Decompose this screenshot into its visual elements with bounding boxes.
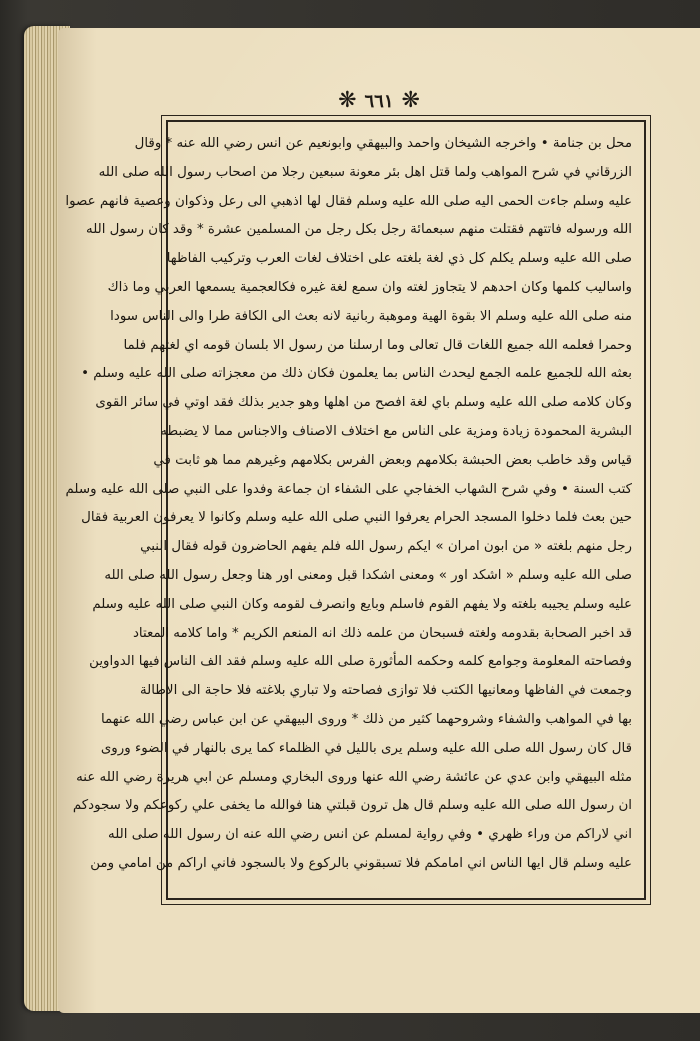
text-line: صلى الله عليه وسلم « اشكد اور » ومعنى اشكدا قبل ومعنى اور هنا وجعل رسول الله صلى الله: [104, 567, 632, 583]
text-line: ان رسول الله صلى الله عليه وسلم قال هل ترون قبلتي هنا فوالله ما يخفى علي ركوعكم ولا سجودكم: [72, 798, 632, 814]
text-line: محل بن جنامة • واخرجه الشيخان واحمد والبيهقي وابونعيم عن انس رضي الله عنه * وقال: [134, 136, 632, 151]
text-line: كتب السنة • وفي شرح الشهاب الخفاجي على الشفاء ان جماعة وفدوا على النبي صلى الله عليه وسلم: [65, 481, 632, 497]
text-line: وفصاحته المعلومة وجوامع كلمه وحكمه المأثورة صلى الله عليه وسلم فقد الف الناس فيها الدواوين: [89, 654, 632, 670]
text-line: قد اخبر الصحابة بقدومه ولغته فسبحان من علمه ذلك انه المنعم الكريم * واما كلامه المعتاد: [132, 625, 632, 641]
text-line: حين بعث فلما دخلوا المسجد الحرام يعرفوا النبي صلى الله عليه وسلم وكانوا لا يعرفون العربية فقال: [81, 510, 632, 526]
page-header: [58, 86, 700, 116]
text-line: الله ورسوله فاتتهم فقتلت منهم سبعمائة رجل بكل رجل من المسلمين عشرة * وقد كان رسول الله: [86, 222, 632, 238]
text-line: عليه وسلم جاءت الحمى اليه صلى الله عليه وسلم فقال لها اذهبي الى رعل وذكوان وعصية فانهم عصوا: [65, 193, 632, 209]
ornament-icon: ❋: [401, 88, 420, 113]
text-line: واساليب كلمها وكان احدهم لا يتجاوز لغته وان سمع لغة غيره فكالعجمية يسمعها العربي وما ذاك: [107, 279, 632, 295]
text-line: بها في المواهب والشفاء وشروحهما كثير من ذلك * وروى البيهقي عن ابن عباس رضي الله عنهما: [100, 711, 632, 727]
text-line: منه صلى الله عليه وسلم الا بقوة الهية وموهبة ربانية لانه بعث الى الكافة طرا والى الناس سودا: [110, 308, 632, 324]
text-frame: [65, 115, 651, 905]
text-line: قياس وقد خاطب بعض الحبشة بكلامهم وبعض الفرس بكلامهم وغيرهم مما هو ثابت في: [153, 452, 632, 468]
text-line: الزرقاني في شرح المواهب ولما قتل اهل بئر معونة سبعين رجلا من اصحاب رسول الله صلى الله: [98, 164, 632, 180]
text-line: قال كان رسول الله صلى الله عليه وسلم يرى بالليل في الظلماء كما يرى بالنهار في الضوء وروى: [100, 740, 632, 756]
text-line: وحمرا فعلمه الله جميع اللغات قال تعالى وما ارسلنا من رسول الا بلسان قومه اي لغتهم فلما: [123, 337, 632, 353]
text-line: وجمعت في الفاظها ومعانيها الكتب فلا توازى فصاحته ولا تباري بلاغته فلا حاجة الى الاطالة: [139, 683, 632, 699]
ornament-icon: ❋: [338, 88, 357, 113]
text-line: بعثه الله للجميع علمه الجمع ليحدث الناس بما يعلمون فكان ذلك من معجزاته صلى الله عليه وسلم •: [81, 366, 632, 382]
text-frame-inner-border: [65, 120, 646, 900]
text-line: عليه وسلم يجيبه بلغته ولا يفهم القوم فاسلم وبايع وانصرف لقومه وكان النبي صلى الله عليه وسلم: [92, 596, 632, 612]
text-line: مثله البيهقي وابن عدي عن عائشة رضي الله عنها وروى البخاري ومسلم عن ابي هريرة رضي الله عنه: [76, 769, 632, 785]
page-number: ٦٦١: [364, 90, 394, 112]
text-line: وكان كلامه صلى الله عليه وسلم باي لغة افصح من اهلها وهو جدير بذلك فقد اوتي في سائر القوى: [95, 395, 632, 411]
text-line: عليه وسلم قال ايها الناس اني امامكم فلا تسبقوني بالركوع ولا بالسجود فاني اراكم من امامي ومن: [90, 855, 632, 871]
text-line: اني لاراكم من وراء ظهري • وفي رواية لمسلم عن انس رضي الله عنه ان رسول الله صلى الله: [108, 827, 632, 843]
text-line: صلى الله عليه وسلم يكلم كل ذي لغة بلغته على اختلاف لغات العرب وتركيب الفاظها: [166, 251, 632, 267]
text-line: رجل منهم بلغته « من ابون امران » ايكم رسول الله فلم يفهم الحاضرون قوله فقال النبي: [140, 539, 632, 555]
text-line: البشرية المحمودة زيادة ومزية على الناس مع اختلاف الاصناف والاجناس مما لا يضبطه: [160, 423, 632, 439]
body-text: [65, 130, 632, 890]
